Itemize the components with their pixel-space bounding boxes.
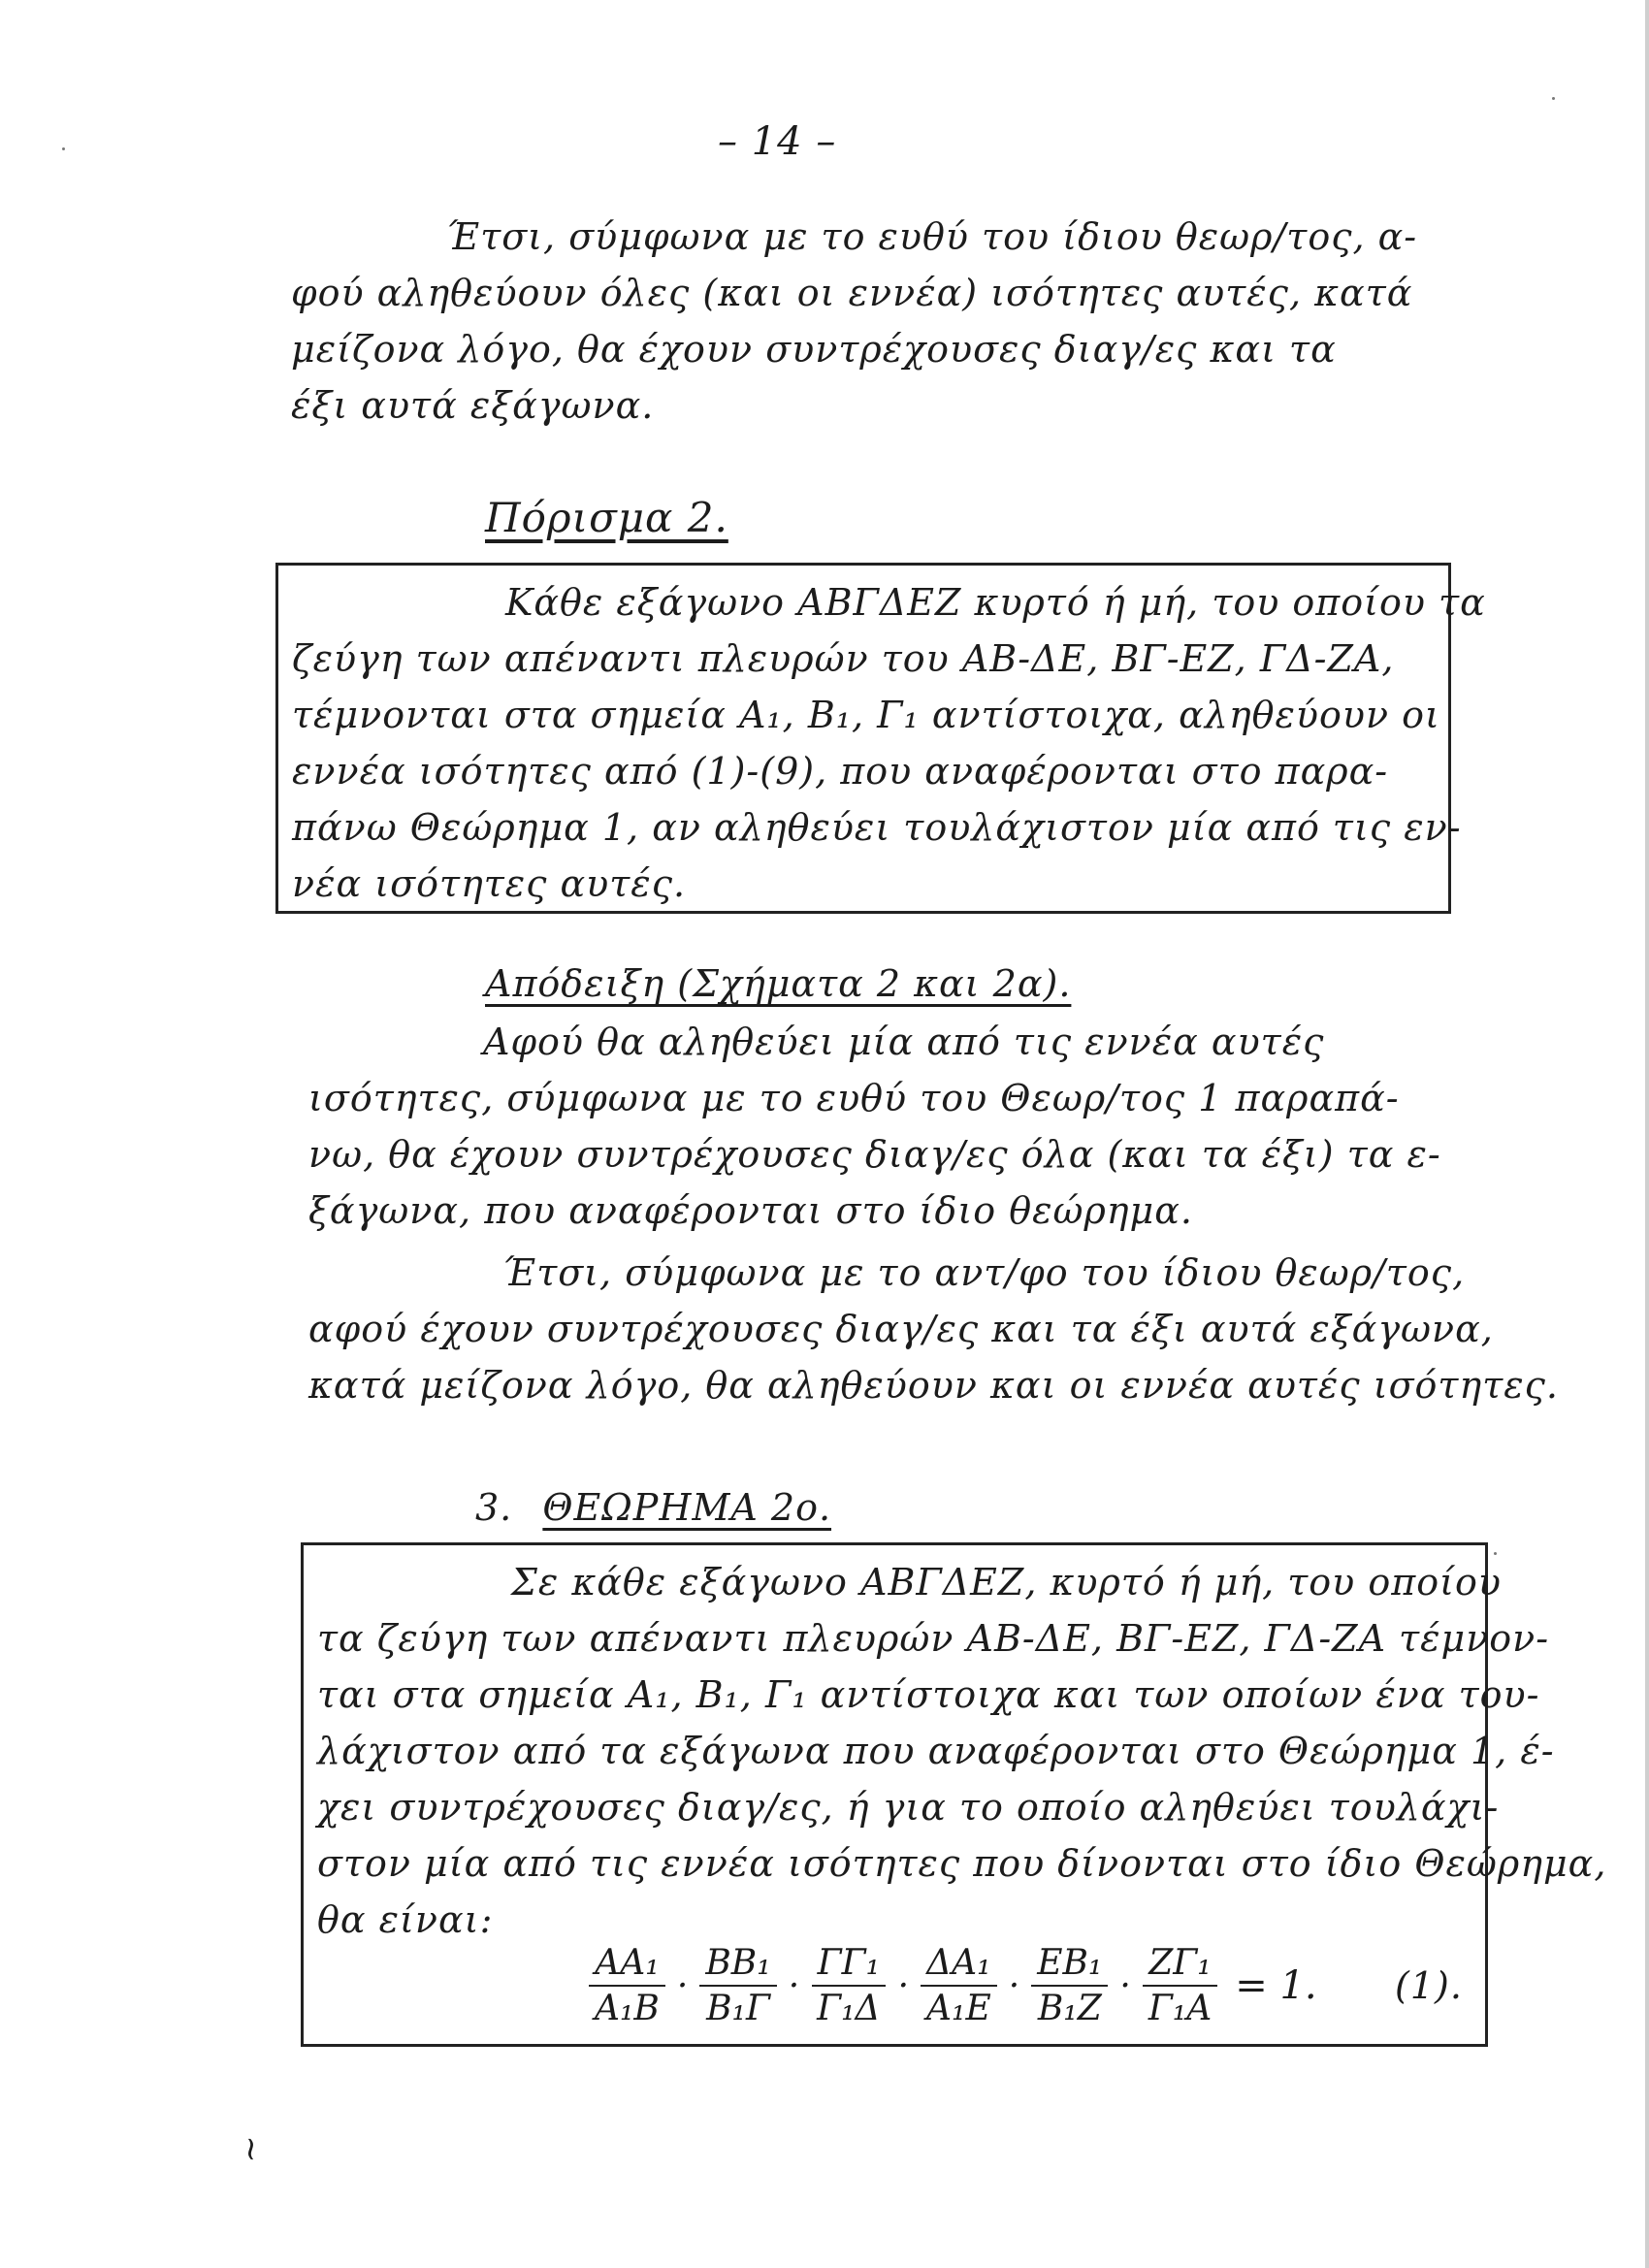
text-line: τέμνονται στα σημεία Α₁, Β₁, Γ₁ αντίστοιχα, αληθεύουν οι xyxy=(292,694,1440,736)
scan-speck xyxy=(1494,1552,1497,1555)
page-number: – 14 – xyxy=(718,119,837,164)
text-line: Σε κάθε εξάγωνο ΑΒΓΔΕΖ, κυρτό ή μή, του οποίου xyxy=(511,1561,1502,1604)
equation-result: = 1. xyxy=(1235,1963,1317,2008)
fraction xyxy=(699,1943,776,2028)
fraction xyxy=(589,1943,665,2028)
denominator: Β₁Γ xyxy=(706,1989,770,2028)
text-line: τα ζεύγη των απέναντι πλευρών ΑΒ-ΔΕ, ΒΓ-ΕΖ, ΓΔ-ΖΑ τέμνον- xyxy=(317,1617,1550,1660)
text-line: Κάθε εξάγωνο ΑΒΓΔΕΖ κυρτό ή μή, του οποίου τα xyxy=(505,581,1486,624)
numerator: ΑΑ₁ xyxy=(589,1943,664,1987)
theorem-number: 3. xyxy=(475,1486,513,1529)
text-line: κατά μείζονα λόγο, θα αληθεύουν και οι εννέα αυτές ισότητες. xyxy=(308,1364,1559,1407)
numerator: ΖΓ₁ xyxy=(1143,1943,1216,1987)
theorem-title: ΘΕΩΡΗΜΑ 2ο. xyxy=(542,1486,832,1529)
porisma-box xyxy=(275,563,1486,914)
text-line: μείζονα λόγο, θα έχουν συντρέχουσες διαγ/ες και τα xyxy=(291,328,1337,371)
text-line: αφού έχουν συντρέχουσες διαγ/ες και τα έξι αυτά εξάγωνα, xyxy=(308,1308,1494,1350)
denominator: Β₁Ζ xyxy=(1037,1989,1102,2028)
paragraph-intro xyxy=(291,213,1417,438)
equation: $\frac{\text{ΑΑ₁}}{\text{Α₁Β}}$ · $\frac{\text{ΒΒ₁}}{\text{Β₁Γ}}$ · $\frac{\text{ΓΓ₁}}{\text{Γ₁Δ}}$ · $\frac{\text{ΔΑ₁}}{\text{Α₁Ε}}$ · $\frac{\text{ΕΒ₁}}{\text{Β₁Ζ}}$ · $\frac{\text{ΖΓ₁}}{\text{Γ₁Α}}$ = 1. xyxy=(585,1943,1317,2028)
fraction xyxy=(921,1943,997,2028)
equation-label: (1). xyxy=(1395,1964,1463,2007)
theorem-heading xyxy=(475,1484,831,1531)
text-line: Έτσι, σύμφωνα με το ευθύ του ίδιου θεωρ/τος, α- xyxy=(446,215,1418,258)
text-line: Έτσι, σύμφωνα με το αντ/φο του ίδιου θεωρ/τος, xyxy=(502,1251,1466,1294)
text-line: λάχιστον από τα εξάγωνα που αναφέρονται στο Θεώρημα 1, έ- xyxy=(317,1730,1555,1772)
scan-speck xyxy=(1552,97,1555,100)
text-line: νέα ισότητες αυτές. xyxy=(292,862,687,905)
scan-edge xyxy=(1645,0,1649,2268)
proof-paragraph-2 xyxy=(308,1249,1559,1418)
fraction xyxy=(1031,1943,1108,2028)
numerator: ΓΓ₁ xyxy=(812,1943,886,1987)
text-line: ζεύγη των απέναντι πλευρών του ΑΒ-ΔΕ, ΒΓ-ΕΖ, ΓΔ-ΖΑ, xyxy=(292,637,1395,680)
text-line: Αφού θα αληθεύει μία από τις εννέα αυτές xyxy=(483,1021,1325,1063)
numerator: ΒΒ₁ xyxy=(699,1943,776,1987)
denominator: Γ₁Α xyxy=(1148,1989,1212,2028)
fraction xyxy=(811,1943,886,2028)
denominator: Α₁Ε xyxy=(926,1989,991,2028)
text-line: στον μία από τις εννέα ισότητες που δίνονται στο ίδιο Θεώρημα, xyxy=(317,1842,1607,1885)
text-line: πάνω Θεώρημα 1, αν αληθεύει τουλάχιστον μία από τις εν- xyxy=(292,806,1462,849)
fraction xyxy=(1143,1943,1217,2028)
margin-mark: ~ xyxy=(231,2135,271,2164)
numerator: ΔΑ₁ xyxy=(921,1943,996,1987)
numerator: ΕΒ₁ xyxy=(1031,1943,1108,1987)
denominator: Γ₁Δ xyxy=(817,1989,881,2028)
denominator: Α₁Β xyxy=(595,1989,660,2028)
theorem-box xyxy=(301,1542,1607,2047)
text-line: έξι αυτά εξάγωνα. xyxy=(291,384,655,427)
proof-paragraph xyxy=(308,1019,1441,1244)
text-line: ισότητες, σύμφωνα με το ευθύ του Θεωρ/τος 1 παραπά- xyxy=(308,1077,1400,1119)
text-line: χει συντρέχουσες διαγ/ες, ή για το οποίο αληθεύει τουλάχι- xyxy=(317,1786,1500,1829)
porisma-heading: Πόρισμα 2. xyxy=(485,494,728,541)
text-line: ται στα σημεία Α₁, Β₁, Γ₁ αντίστοιχα και των οποίων ένα του- xyxy=(317,1673,1540,1716)
scan-speck xyxy=(62,147,65,150)
proof-heading: Απόδειξη (Σχήματα 2 και 2α). xyxy=(485,962,1072,1005)
text-line: φού αληθεύουν όλες (και οι εννέα) ισότητες αυτές, κατά xyxy=(291,272,1413,314)
text-line: ξάγωνα, που αναφέρονται στο ίδιο θεώρημα. xyxy=(308,1189,1193,1232)
text-line: εννέα ισότητες από (1)-(9), που αναφέρονται στο παρα- xyxy=(292,750,1389,793)
text-line: νω, θα έχουν συντρέχουσες διαγ/ες όλα (και τα έξι) τα ε- xyxy=(308,1133,1441,1176)
text-line: θα είναι: xyxy=(317,1898,494,1941)
